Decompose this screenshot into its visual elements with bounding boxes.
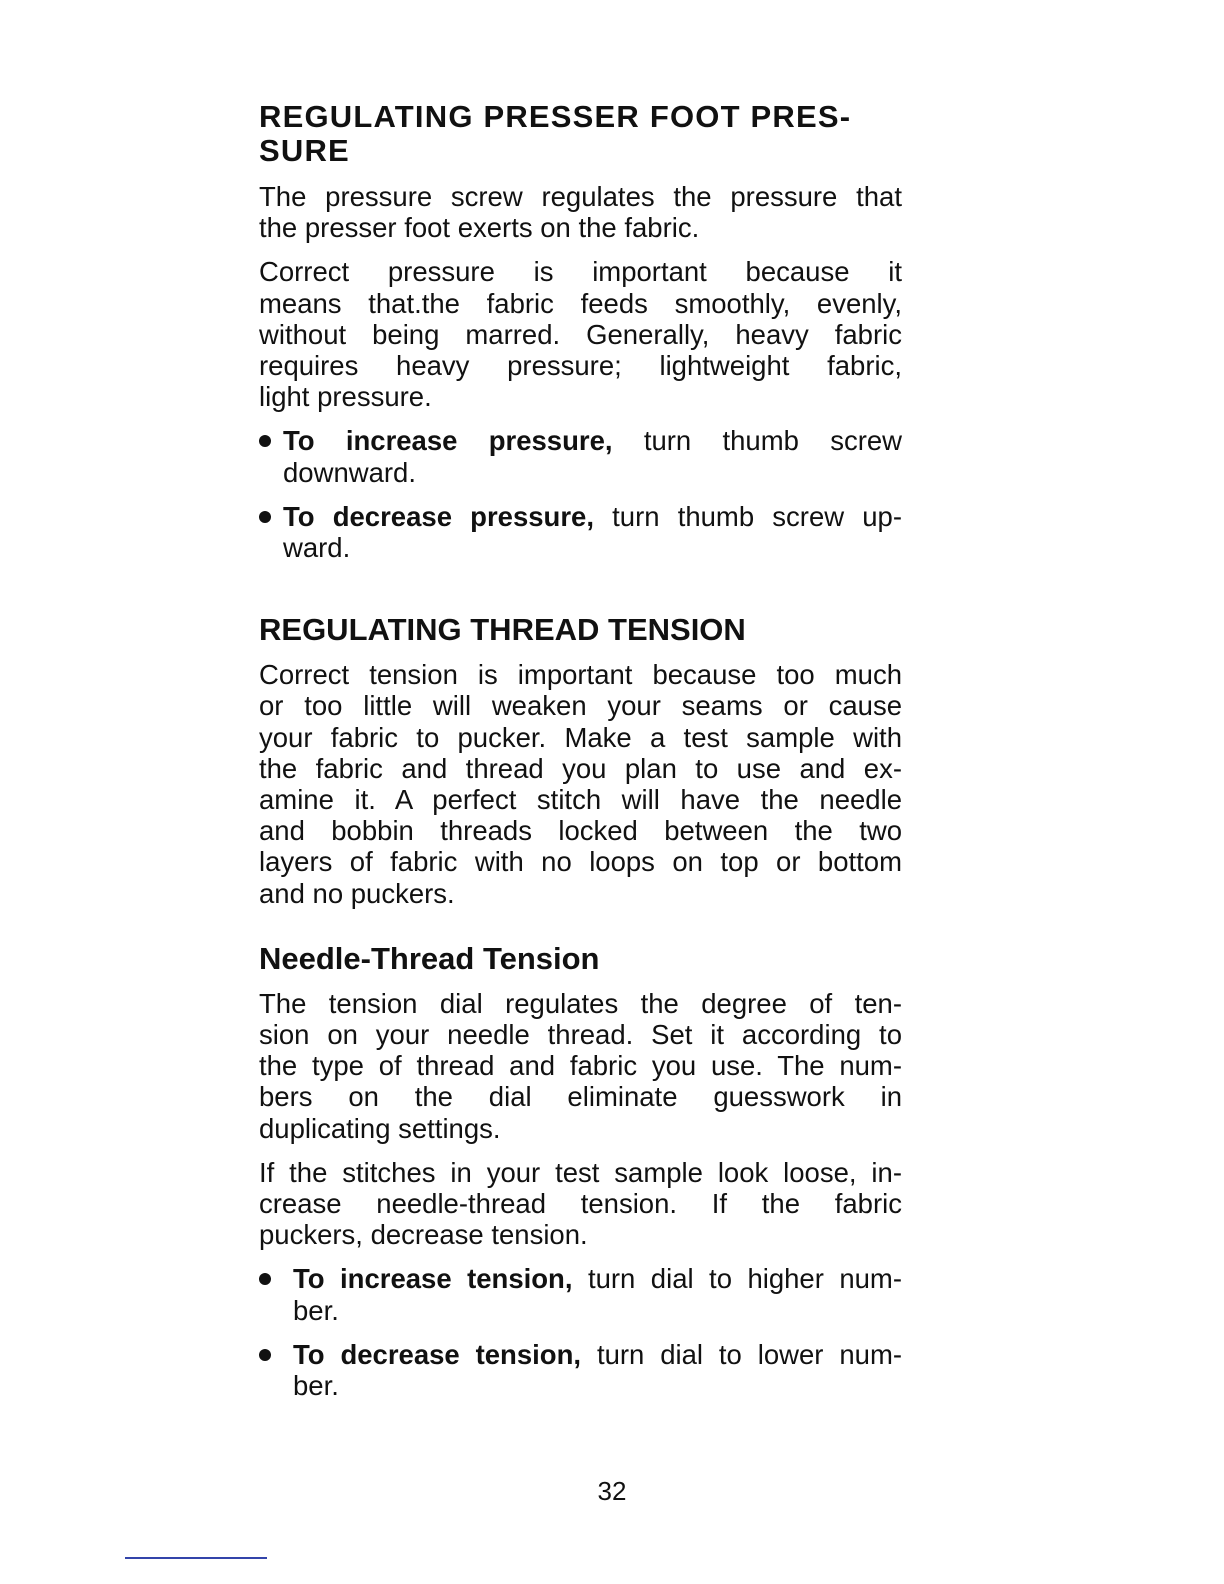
bullet-icon	[259, 511, 271, 523]
text-line	[283, 501, 902, 532]
text-line: the fabric and thread you plan to use and ex-	[259, 752, 902, 784]
bold-lead: To increase tension,	[293, 1263, 573, 1295]
text-line: without being marred. Generally, heavy fabric	[259, 318, 902, 350]
bold-lead: To decrease tension,	[293, 1338, 582, 1370]
bullet-icon	[259, 1349, 271, 1361]
manual-page	[259, 100, 902, 1401]
bullet-text: turn dial to lower num-	[596, 1338, 903, 1370]
section-heading-line2: SURE	[259, 133, 350, 168]
bold-lead: To decrease pressure,	[283, 500, 594, 532]
section-thread-tension	[259, 613, 902, 909]
text-line: means that.the fabric feeds smoothly, evenly,	[259, 287, 902, 319]
paragraph	[259, 256, 902, 412]
text-line: layers of fabric with no loops on top or bottom	[259, 846, 902, 878]
text-line: or too little will weaken your seams or cause	[259, 690, 902, 722]
paragraph	[259, 988, 902, 1144]
paragraph	[259, 1157, 902, 1251]
text-line: your fabric to pucker. Make a test sample with	[259, 721, 902, 753]
text-line: sion on your needle thread. Set it according to	[259, 1019, 902, 1051]
section-heading-line1: REGULATING PRESSER FOOT PRES-	[259, 99, 852, 134]
text-line: Correct tension is important because too much	[259, 659, 902, 691]
section-heading: REGULATING THREAD TENSION	[259, 612, 746, 648]
page-number: 32	[597, 1476, 627, 1506]
text-line: amine it. A perfect stitch will have the needle	[259, 784, 902, 816]
text-line: ber.	[293, 1370, 339, 1402]
text-line	[283, 425, 902, 456]
text-line	[293, 1263, 902, 1294]
text-line: ber.	[293, 1294, 339, 1326]
bullet-text: turn dial to higher num-	[587, 1263, 902, 1295]
bullet-item	[259, 1339, 902, 1401]
text-line: Correct pressure is important because it	[259, 256, 902, 288]
text-line: duplicating settings.	[259, 1112, 501, 1144]
bullet-icon	[259, 435, 271, 447]
text-line: bers on the dial eliminate guesswork in	[259, 1081, 902, 1113]
text-line: light pressure.	[259, 381, 432, 413]
text-line: The pressure screw regulates the pressure that	[259, 181, 902, 212]
text-line: If the stitches in your test sample look loose, in-	[259, 1156, 902, 1188]
bullet-item	[259, 501, 902, 563]
section-presser-foot	[259, 100, 902, 563]
bullet-item	[259, 1263, 902, 1325]
footer-rule	[125, 1557, 267, 1559]
text-line: and no puckers.	[259, 877, 455, 909]
text-line: the type of thread and fabric you use. The num-	[259, 1050, 902, 1082]
paragraph	[259, 181, 902, 243]
text-line: the presser foot exerts on the fabric.	[259, 212, 700, 244]
text-line: requires heavy pressure; lightweight fabric,	[259, 350, 902, 382]
subsection-heading: Needle-Thread Tension	[259, 940, 600, 976]
paragraph	[259, 659, 902, 909]
section-needle-thread-tension	[259, 942, 902, 1401]
text-line: puckers, decrease tension.	[259, 1219, 588, 1251]
text-line: ward.	[283, 532, 351, 564]
bullet-item	[259, 425, 902, 487]
text-line: and bobbin threads locked between the two	[259, 815, 902, 847]
bullet-text: turn thumb screw up-	[612, 500, 903, 532]
text-line	[293, 1339, 902, 1370]
text-line: The tension dial regulates the degree of ten-	[259, 987, 902, 1019]
bullet-text: turn thumb screw	[643, 425, 903, 457]
bold-lead: To increase pressure,	[283, 425, 613, 457]
bullet-icon	[259, 1273, 271, 1285]
text-line: downward.	[283, 456, 416, 488]
text-line: crease needle-thread tension. If the fabric	[259, 1188, 902, 1220]
